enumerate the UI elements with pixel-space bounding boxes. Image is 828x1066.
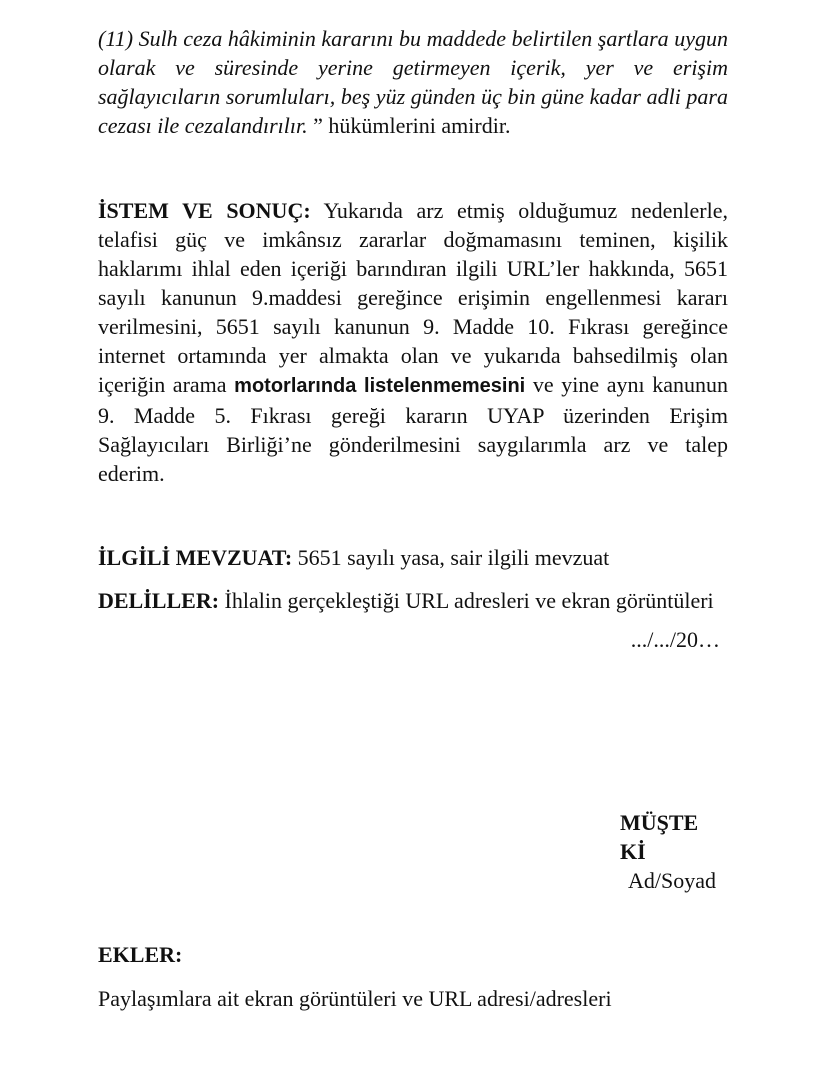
deliller-section [98, 586, 728, 615]
signature-title-line-2: Kİ [620, 839, 646, 864]
deliller-heading: DELİLLER: [98, 588, 220, 613]
signature-name: Ad/Soyad [628, 868, 716, 893]
paragraph-11 [98, 24, 728, 140]
istem-highlight: motorlarında listelenmemesini [234, 375, 526, 397]
date-line: .../.../20… [630, 627, 720, 652]
ekler-text: Paylaşımlara ait ekran görüntüleri ve URL adresi/adresleri [98, 986, 612, 1011]
paragraph-11-closing: ” hükümlerini amirdir. [307, 113, 511, 138]
signature-block [620, 808, 730, 895]
mevzuat-text: 5651 sayılı yasa, sair ilgili mevzuat [292, 545, 610, 570]
istem-ve-sonuc-section [98, 196, 728, 488]
ekler-heading: EKLER: [98, 942, 183, 967]
istem-text-2: ve yine aynı kanunun 9. Madde 5. Fıkrası gereği kararın UYAP üzerinden Erişim Sağlayıcıları Birliği’ne gönderilmesini saygılarımla arz ve talep ederim. [98, 372, 728, 486]
paragraph-11-text: (11) Sulh ceza hâkiminin kararını bu maddede belirtilen şartlara uygun olarak ve süresinde yerine getirmeyen içerik, yer ve erişim sağlayıcıların sorumluları, beş yüz günden üç bin güne kadar adli para cezası ile cezalandırılır. [98, 26, 728, 138]
petition-body [98, 24, 728, 654]
mevzuat-section [98, 543, 728, 572]
istem-heading: İSTEM VE SONUÇ: [98, 198, 311, 223]
istem-text-1: Yukarıda arz etmiş olduğumuz nedenlerle, telafisi güç ve imkânsız zararlar doğmamasını teminen, kişilik haklarımı ihlal eden içeriği barındıran ilgili URL’ler hakkında, 5651 sayılı kanunun 9.maddesi gereğince erişimin engellenmesi kararı verilmesini, 5651 sayılı kanunun 9. Madde 10. Fıkrası gereğince internet ortamında yer almakta olan ve yukarıda bahsedilmiş olan içeriğin arama [98, 198, 728, 397]
deliller-text: İhlalin gerçekleştiği URL adresleri ve ekran görüntüleri [219, 588, 714, 613]
signature-title-line-1: MÜŞTE [620, 810, 699, 835]
mevzuat-heading: İLGİLİ MEVZUAT: [98, 545, 293, 570]
